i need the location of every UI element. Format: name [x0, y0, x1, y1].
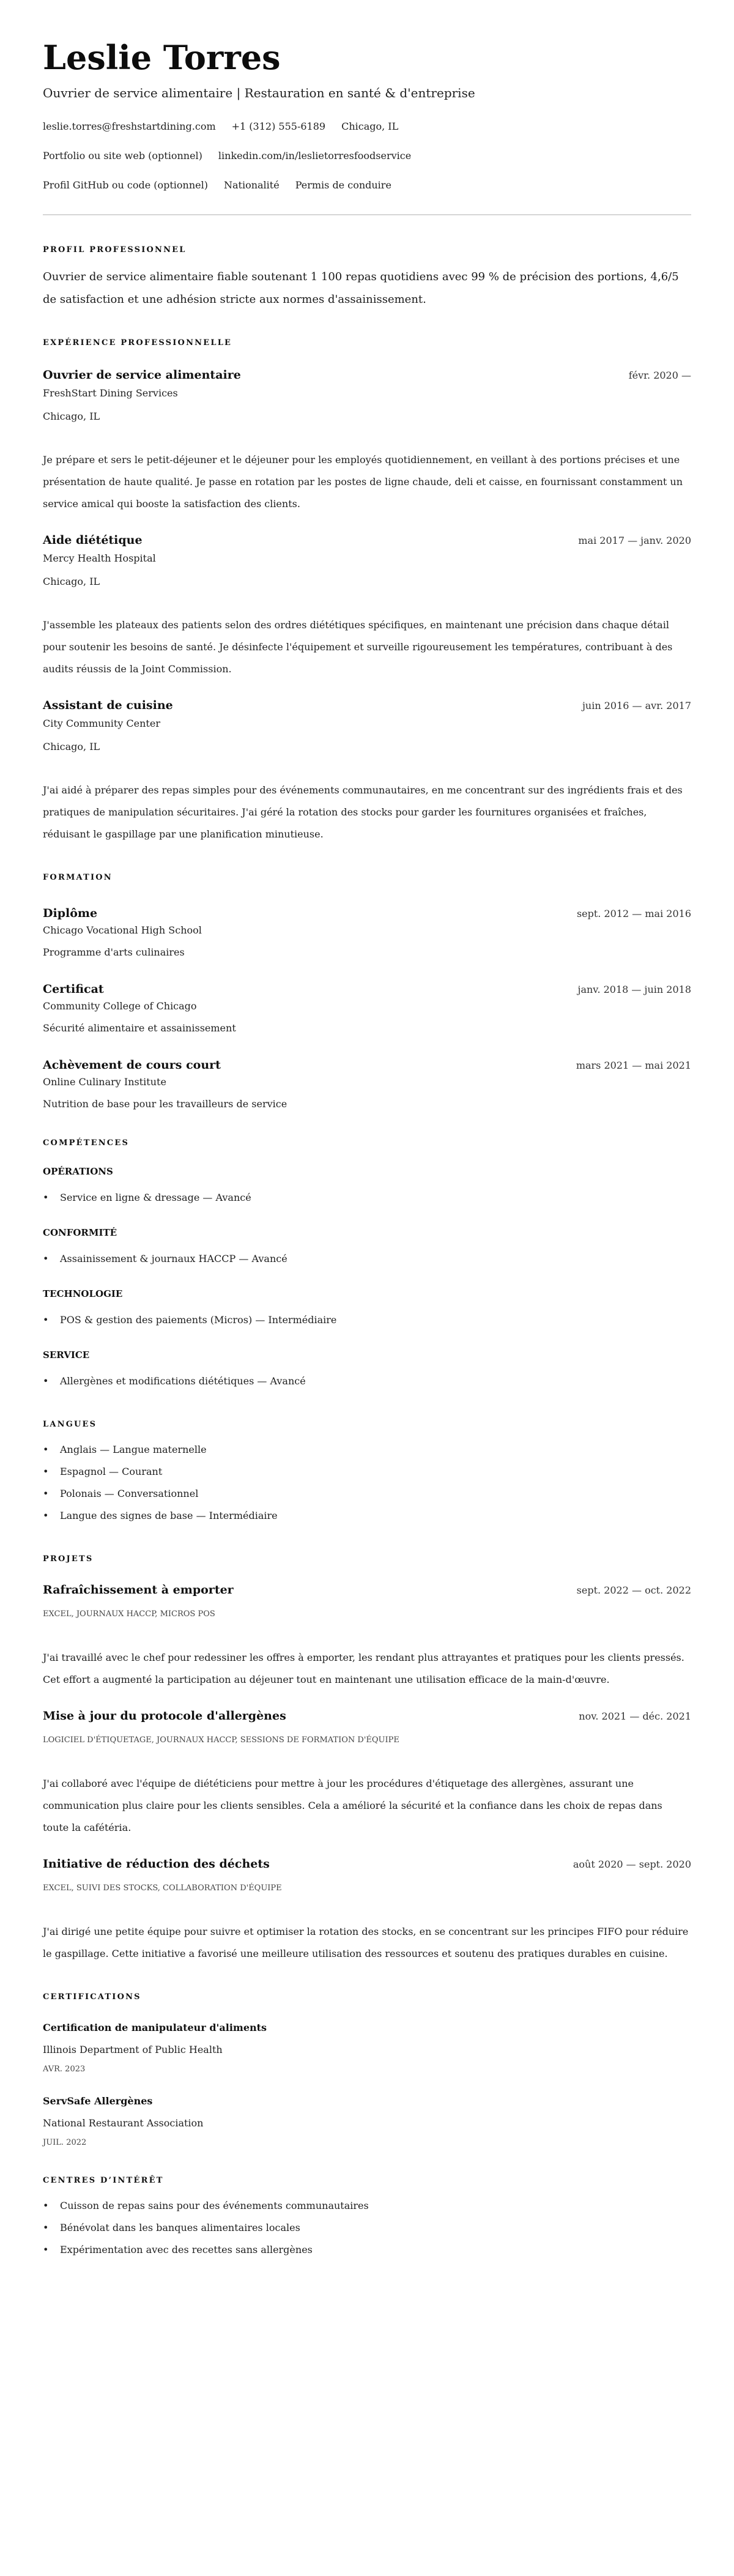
header-divider [43, 214, 691, 215]
contact-row [43, 120, 691, 133]
job-company: City Community Center [43, 718, 160, 729]
skill-item: • Assainissement & journaux HACCP — Avancé [43, 1248, 691, 1270]
job-company: Mercy Health Hospital [43, 552, 156, 564]
job-title: Ouvrier de service alimentaire [43, 368, 241, 382]
language-item: • Espagnol — Courant [43, 1461, 691, 1483]
experience-entry [43, 532, 691, 680]
section-title: LANGUES [43, 1420, 97, 1429]
contact-row [43, 149, 691, 163]
interest-item: • Bénévolat dans les banques alimentaires locales [43, 2217, 691, 2239]
candidate-name: Leslie Torres [43, 38, 281, 77]
skill-category: TECHNOLOGIE [43, 1288, 123, 1299]
study-field: Nutrition de base pour les travailleurs de service [43, 1098, 287, 1110]
resume-header [43, 38, 691, 215]
project-entry [43, 1856, 691, 1965]
project-description: J'ai collaboré avec l'équipe de diététiciens pour mettre à jour les procédures d'étiquetage des allergènes, assurant une communication plus claire pour les clients sensibles. Cela a amélioré la sécurité et la confiance dans les choix de repas dans toute la cafétéria. [43, 1778, 662, 1833]
skill-category: CONFORMITÉ [43, 1227, 117, 1238]
skill-item: • POS & gestion des paiements (Micros) — Intermédiaire [43, 1309, 691, 1331]
certifications-section [43, 1992, 691, 2148]
contact-row [43, 179, 691, 192]
certification-date: AVR. 2023 [43, 2065, 86, 2074]
degree-title: Diplôme [43, 907, 98, 920]
certification-name: ServSafe Allergènes [43, 2095, 153, 2107]
project-tags: EXCEL, SUIVI DES STOCKS, COLLABORATION D'ÉQUIPE [43, 1884, 282, 1893]
job-title: Assistant de cuisine [43, 699, 173, 712]
language-item: • Langue des signes de base — Intermédiaire [43, 1505, 691, 1527]
degree-title: Certificat [43, 982, 104, 996]
section-title: CENTRES D’INTÉRÊT [43, 2176, 164, 2185]
job-company: FreshStart Dining Services [43, 387, 178, 399]
interest-item: • Cuisson de repas sains pour des événements communautaires [43, 2195, 691, 2217]
profile-summary: Ouvrier de service alimentaire fiable soutenant 1 100 repas quotidiens avec 99 % de précision des portions, 4,6/5 de satisfaction et une adhésion stricte aux normes d'assainissement. [43, 270, 679, 306]
skill-item: • Allergènes et modifications diététiques — Avancé [43, 1370, 691, 1392]
project-tags: EXCEL, JOURNAUX HACCP, MICROS POS [43, 1609, 215, 1619]
project-name: Rafraîchissement à emporter [43, 1583, 234, 1597]
school-name: Online Culinary Institute [43, 1076, 166, 1088]
section-title: PROFIL PROFESSIONNEL [43, 245, 187, 254]
certification-entry [43, 2021, 691, 2075]
education-entry [43, 1057, 691, 1111]
section-title: EXPÉRIENCE PROFESSIONNELLE [43, 338, 232, 347]
section-title: FORMATION [43, 873, 113, 882]
contact-github[interactable]: Profil GitHub ou code (optionnel) [43, 179, 208, 191]
project-name: Initiative de réduction des déchets [43, 1857, 270, 1871]
section-title: CERTIFICATIONS [43, 1992, 141, 2002]
experience-entry [43, 697, 691, 845]
job-description: Je prépare et sers le petit-déjeuner et le déjeuner pour les employés quotidiennement, en veillant à des portions précises et une présentation de haute qualité. Je passe en rotation par les postes de ligne chaude, deli et caisse, en fournissant constamment un service amical qui booste la satisfaction des clients. [43, 454, 683, 510]
contact-nationality: Nationalité [223, 179, 280, 191]
project-dates: sept. 2022 — oct. 2022 [576, 1584, 691, 1596]
profile-section [43, 245, 691, 311]
interest-item: • Expérimentation avec des recettes sans allergènes [43, 2239, 691, 2261]
project-entry [43, 1582, 691, 1691]
contact-linkedin[interactable]: linkedin.com/in/leslietorresfoodservice [218, 150, 412, 161]
certification-date: JUIL. 2022 [43, 2138, 87, 2147]
contact-phone[interactable]: +1 (312) 555-6189 [231, 121, 326, 132]
experience-entry [43, 367, 691, 515]
job-location: Chicago, IL [43, 576, 100, 587]
project-description: J'ai dirigé une petite équipe pour suivre et optimiser la rotation des stocks, en se concentrant sur les principes FIFO pour réduire le gaspillage. Cette initiative a favorisé une meilleure utilisation des ressources et soutenu des pratiques durables en cuisine. [43, 1926, 689, 1959]
skill-list [43, 1248, 691, 1270]
job-description: J'assemble les plateaux des patients selon des ordres diététiques spécifiques, en maintenant une précision dans chaque détail pour soutenir les besoins de santé. Je désinfecte l'équipement et surveille rigoureusement les températures, contribuant à des audits réussis de la Joint Commission. [43, 619, 673, 675]
project-dates: nov. 2021 — déc. 2021 [579, 1710, 691, 1722]
school-name: Chicago Vocational High School [43, 924, 202, 936]
language-list [43, 1439, 691, 1527]
contact-email[interactable]: leslie.torres@freshstartdining.com [43, 121, 216, 132]
school-name: Community College of Chicago [43, 1000, 197, 1012]
skill-list [43, 1187, 691, 1209]
job-description: J'ai aidé à préparer des repas simples pour des événements communautaires, en me concentrant sur des ingrédients frais et des pratiques de manipulation sécuritaires. J'ai géré la rotation des stocks pour garder les fournitures organisées et fraîches, réduisant le gaspillage par une planification minutieuse. [43, 784, 683, 840]
skill-item: • Service en ligne & dressage — Avancé [43, 1187, 691, 1209]
languages-section [43, 1419, 691, 1527]
certification-issuer: National Restaurant Association [43, 2117, 204, 2129]
certification-entry [43, 2095, 691, 2148]
interest-list [43, 2195, 691, 2261]
contact-portfolio[interactable]: Portfolio ou site web (optionnel) [43, 150, 202, 161]
job-dates: mai 2017 — janv. 2020 [578, 535, 691, 546]
skill-category: OPÉRATIONS [43, 1166, 113, 1177]
project-name: Mise à jour du protocole d'allergènes [43, 1709, 286, 1723]
education-dates: mars 2021 — mai 2021 [576, 1060, 691, 1071]
education-section [43, 872, 691, 1111]
education-dates: janv. 2018 — juin 2018 [577, 984, 691, 995]
education-entry [43, 981, 691, 1035]
section-title: COMPÉTENCES [43, 1138, 130, 1148]
job-title: Aide diététique [43, 533, 143, 547]
certification-name: Certification de manipulateur d'aliments [43, 2022, 267, 2033]
experience-section [43, 338, 691, 845]
degree-title: Achèvement de cours court [43, 1058, 221, 1072]
project-dates: août 2020 — sept. 2020 [573, 1858, 691, 1870]
job-dates: juin 2016 — avr. 2017 [582, 700, 691, 711]
skill-category: SERVICE [43, 1349, 90, 1360]
skill-list [43, 1370, 691, 1392]
headline: Ouvrier de service alimentaire | Restauration en santé & d'entreprise [43, 86, 475, 100]
section-title: PROJETS [43, 1554, 94, 1564]
projects-section [43, 1554, 691, 1965]
education-dates: sept. 2012 — mai 2016 [576, 908, 691, 919]
job-dates: févr. 2020 — [628, 369, 691, 381]
certification-issuer: Illinois Department of Public Health [43, 2044, 223, 2055]
project-description: J'ai travaillé avec le chef pour redessiner les offres à emporter, les rendant plus attrayantes et pratiques pour les clients pressés. Cet effort a augmenté la participation au déjeuner tout en maintenant une utilisation efficace de la main-d'œuvre. [43, 1652, 684, 1685]
project-tags: LOGICIEL D'ÉTIQUETAGE, JOURNAUX HACCP, SESSIONS DE FORMATION D'ÉQUIPE [43, 1735, 399, 1745]
language-item: • Anglais — Langue maternelle [43, 1439, 691, 1461]
contact-driving-license: Permis de conduire [295, 179, 391, 191]
skills-section [43, 1138, 691, 1392]
language-item: • Polonais — Conversationnel [43, 1483, 691, 1505]
job-location: Chicago, IL [43, 741, 100, 752]
job-location: Chicago, IL [43, 410, 100, 422]
interests-section [43, 2175, 691, 2261]
skill-list [43, 1309, 691, 1331]
contact-location: Chicago, IL [341, 121, 399, 132]
project-entry [43, 1708, 691, 1839]
study-field: Programme d'arts culinaires [43, 946, 185, 958]
education-entry [43, 905, 691, 959]
study-field: Sécurité alimentaire et assainissement [43, 1022, 236, 1034]
